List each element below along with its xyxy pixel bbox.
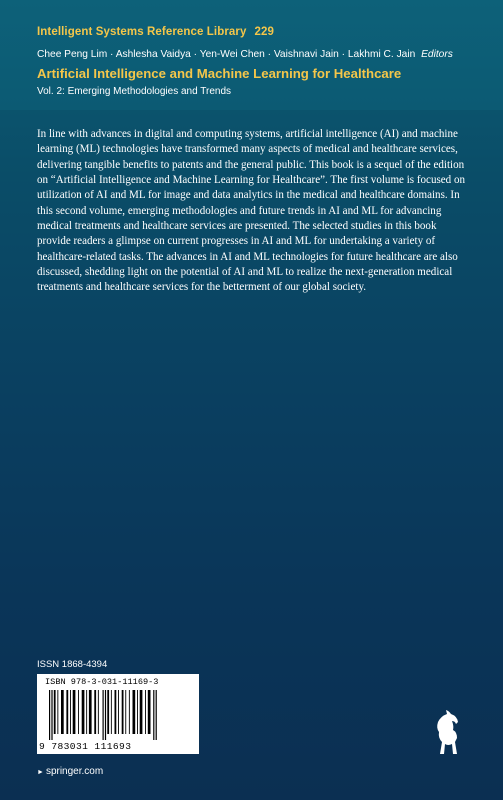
volume-number: 229 — [254, 26, 274, 38]
barcode-bar — [66, 690, 68, 734]
book-title: Artificial Intelligence and Machine Learning for Healthcare — [37, 66, 402, 81]
author-list: Chee Peng Lim · Ashlesha Vaidya · Yen-Wei Chen · Vaishnavi Jain · Lakhmi C. Jain — [37, 49, 416, 60]
barcode-bar — [82, 690, 85, 734]
barcode-bar — [125, 690, 126, 734]
springer-horse-logo-icon — [430, 708, 464, 756]
barcode-bar — [103, 690, 104, 740]
barcode-bar — [51, 690, 52, 740]
book-description: In line with advances in digital and computing systems, artificial intelligence (AI) and machine learning (ML) technologies have transformed many aspects of medical and healthcare services, delivering tangible benefits to patents and the general public. This book is a sequel of the edition on “Artificial Intelligence and Machine Learning for Healthcare”. The first volume is focused on utilization of AI and ML for image and data analytics in the medical and healthcare domains. In this second volume, emerging methodologies and future trends in AI and ML for advancing medical treatments and healthcare services are presented. The selected studies in this book provide readers a glimpse on current progresses in AI and ML for undertaking a variety of healthcare-related tasks. The advances in AI and ML technologies for future healthcare are also discussed, shedding light on the potential of AI and ML to realize the next-generation medical treatments and healthcare services for the betterment of our global society. — [37, 128, 466, 294]
barcode-bar — [145, 690, 146, 734]
barcode-bar — [73, 690, 76, 734]
barcode-bar — [111, 690, 112, 734]
editors-label: Editors — [421, 49, 453, 60]
barcode-bar — [133, 690, 136, 734]
series-name: Intelligent Systems Reference Library — [37, 26, 247, 38]
barcode-digits: 9 783031 111693 — [39, 741, 132, 752]
barcode-bar — [89, 690, 92, 734]
barcode-bar — [98, 690, 99, 734]
barcode-bar — [49, 690, 50, 740]
issn-number: ISSN 1868-4394 — [37, 659, 108, 670]
barcode-bar — [54, 690, 56, 734]
barcode-bar — [118, 690, 119, 734]
barcode-bar — [115, 690, 117, 734]
publisher-website[interactable] — [37, 766, 103, 777]
barcode-bar — [78, 690, 79, 734]
right-arrow-icon: ► — [37, 769, 44, 776]
isbn-barcode — [37, 674, 199, 754]
barcode-bar — [107, 690, 109, 734]
barcode-bar — [156, 690, 157, 740]
barcode-bar — [129, 690, 130, 734]
barcode-bar — [61, 690, 64, 734]
barcode-bar — [153, 690, 154, 740]
barcode-bar — [140, 690, 143, 734]
barcode-bar — [70, 690, 71, 734]
website-text: springer.com — [45, 766, 104, 777]
barcode-bars — [49, 690, 189, 740]
barcode-bar — [122, 690, 124, 734]
barcode-bar — [148, 690, 151, 734]
isbn-text: ISBN 978-3-031-11169-3 — [45, 677, 159, 687]
cover-header — [0, 0, 503, 110]
book-subtitle: Vol. 2: Emerging Methodologies and Trends — [37, 86, 232, 97]
barcode-bar — [94, 690, 96, 734]
barcode-bar — [105, 690, 106, 740]
editors-line — [37, 49, 453, 60]
barcode-bar — [86, 690, 87, 734]
series-line — [37, 26, 274, 38]
barcode-bar — [57, 690, 58, 734]
barcode-bar — [137, 690, 138, 734]
